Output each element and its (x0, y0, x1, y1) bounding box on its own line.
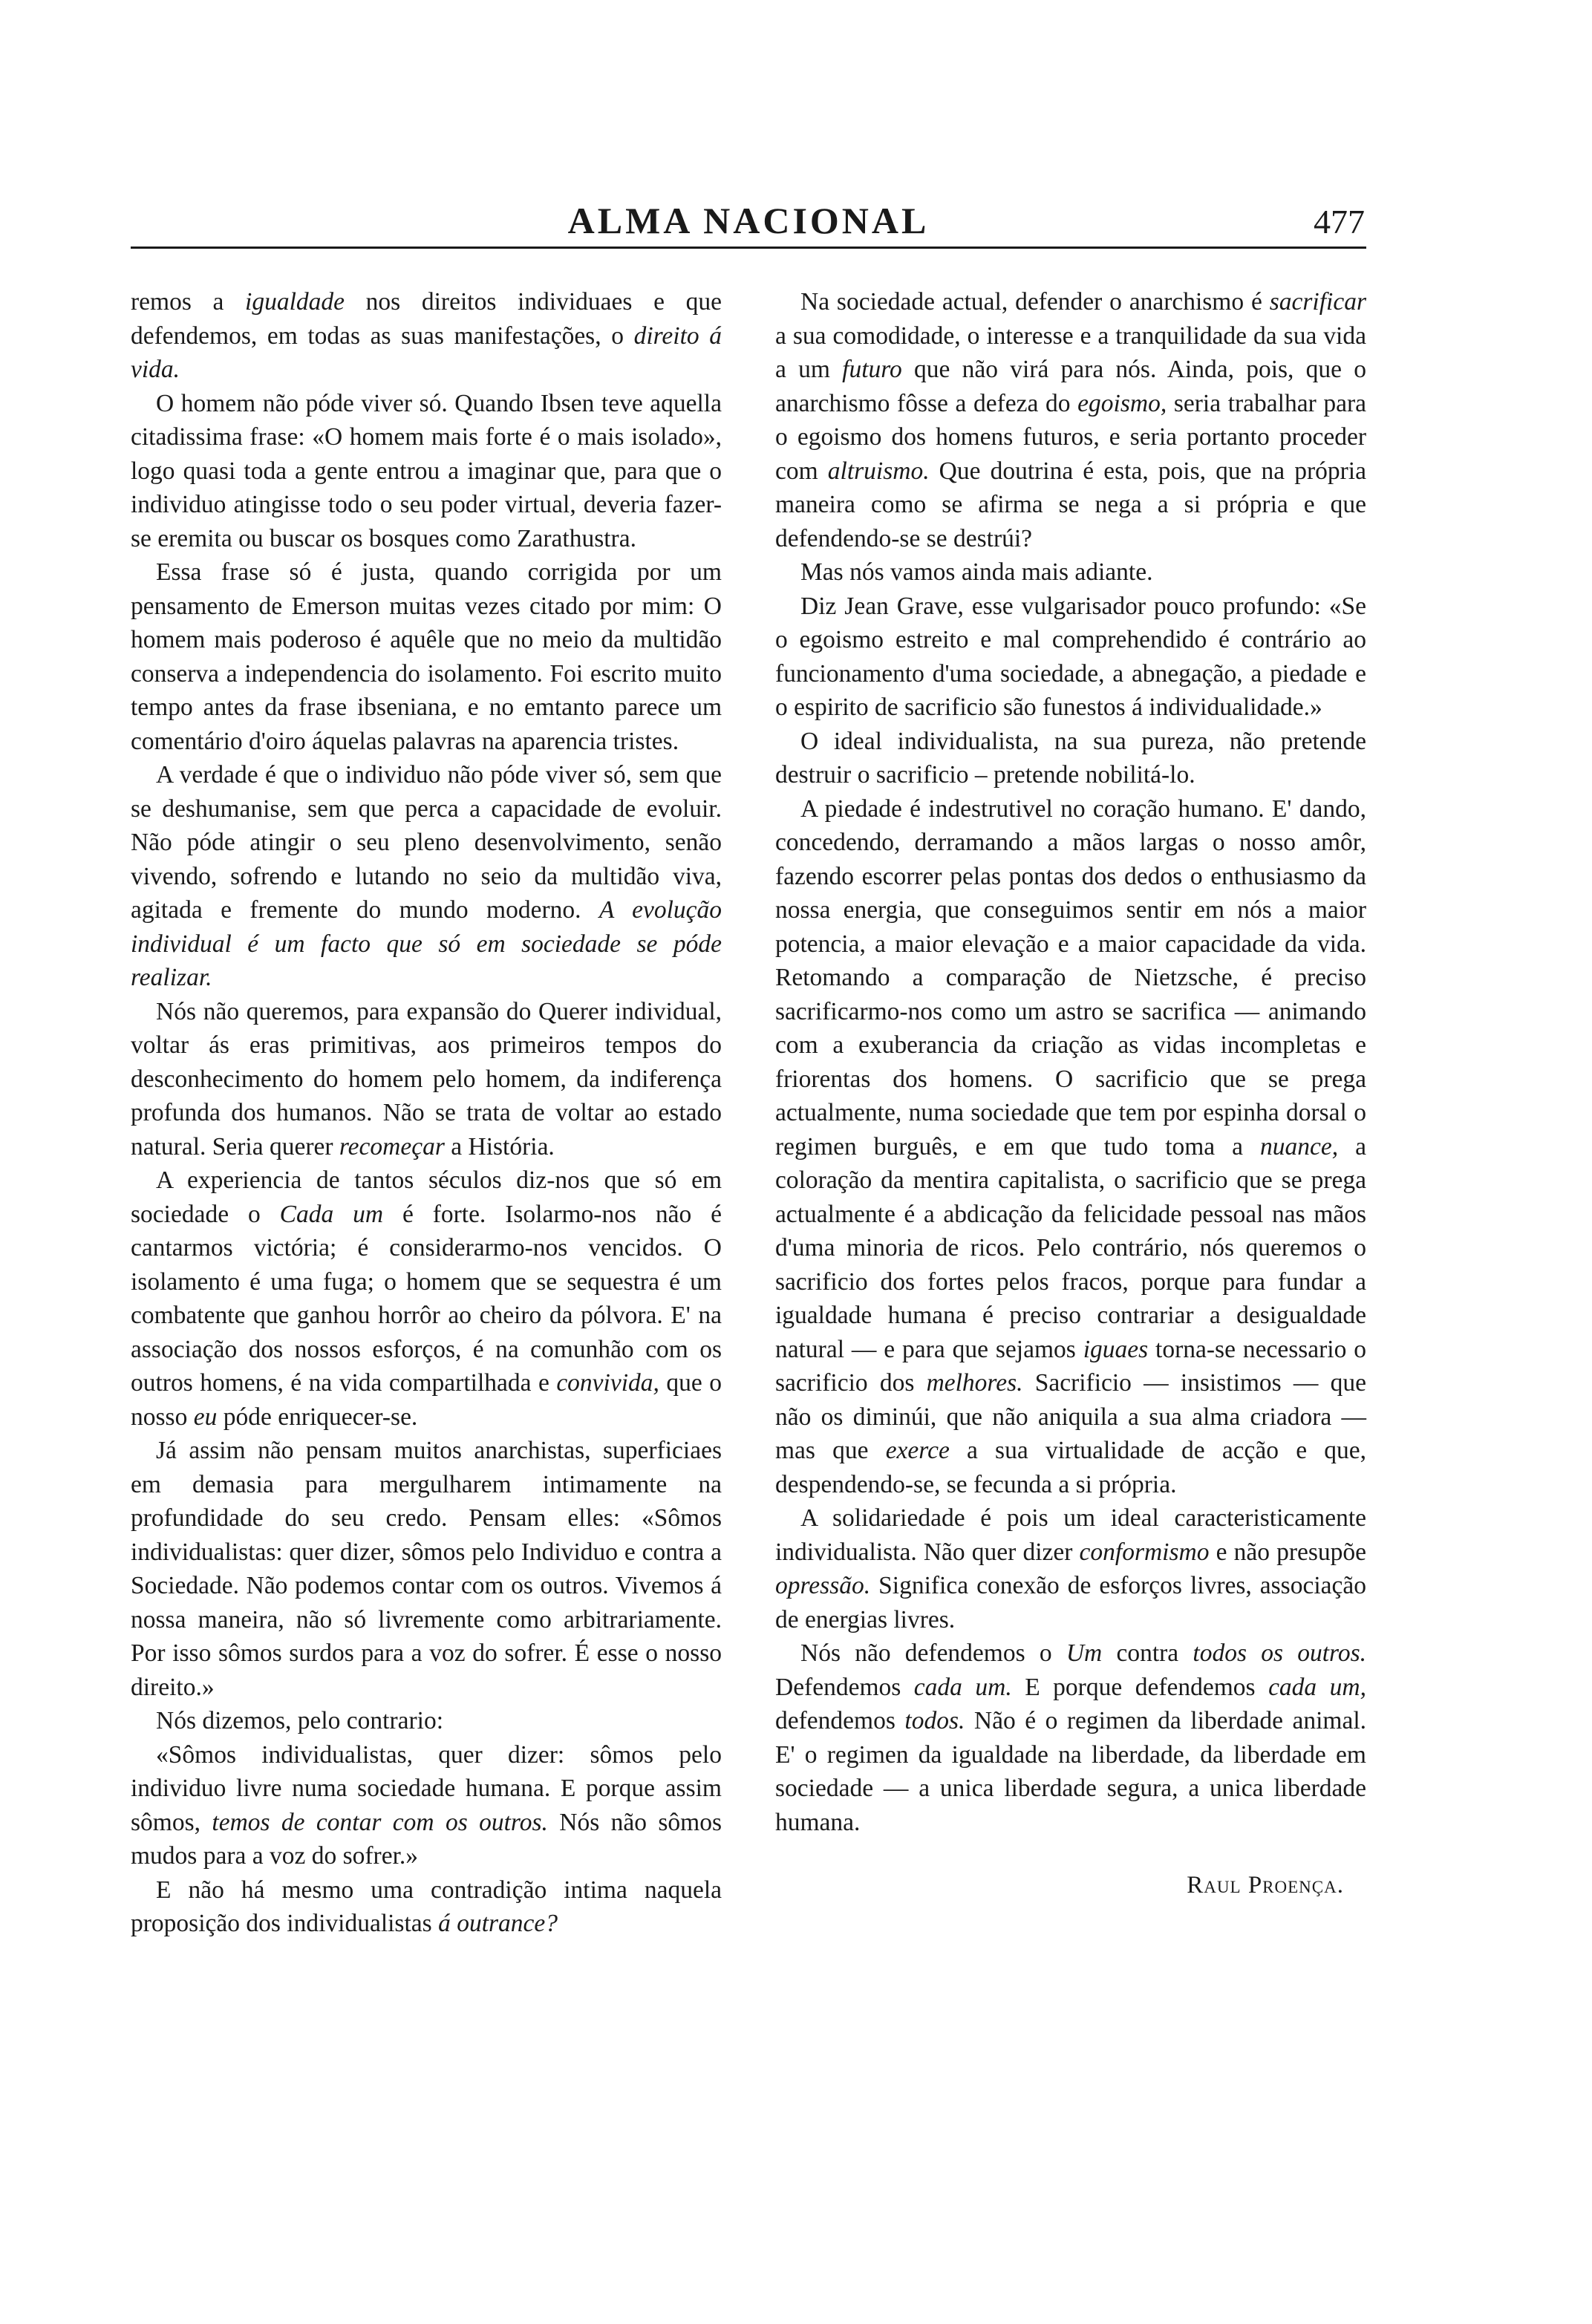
paragraph: E não há mesmo uma contradição intima naquela proposição dos individualistas á outrance? (131, 1876, 722, 1937)
paragraph: O ideal individualista, na sua pureza, não pretende destruir o sacrificio – pretende nobilitá-lo. (775, 727, 1366, 789)
paragraph: remos a igualdade nos direitos individuaes e que defendemos, em todas as suas manifestações, o direito á vida. (131, 288, 722, 383)
paragraph: Na sociedade actual, defender o anarchismo é sacrificar a sua comodidade, o interesse e a tranquilidade da sua vida a um futuro que não virá para nós. Ainda, pois, que o anarchismo fôsse a defeza do egoismo, seria trabalhar para o egoismo dos homens futuros, e seria portanto proceder com altruismo. Que doutrina é esta, pois, que na própria maneira como se afirma se nega a si própria e que defendendo-se se destrúi? (775, 288, 1367, 552)
paragraph: Nós não queremos, para expansão do Querer individual, voltar ás eras primitivas, aos primeiros tempos do desconhecimento do homem pelo homem, da indiferença profunda dos humanos. Não se trata de voltar ao estado natural. Seria querer recomeçar a História. (131, 997, 722, 1161)
journal-title: ALMA NACIONAL (567, 200, 930, 241)
author-signature: Raul Proença. (1187, 1872, 1344, 1899)
paragraph: A experiencia de tantos séculos diz-nos que só em sociedade o Cada um é forte. Isolarmo-nos não é cantarmos victória; é considerarmo-nos vencidos. O isolamento é uma fuga; o homem que se sequestra é um combatente que ganhou horrôr ao cheiro da pólvora. E' na associação dos nossos esforços, é na comunhão com os outros homens, é na vida compartilhada e convivida, que o nosso eu póde enriquecer-se. (131, 1166, 722, 1431)
paragraph: Mas nós vamos ainda mais adiante. (800, 558, 1153, 586)
paragraph: Já assim não pensam muitos anarchistas, superficiaes em demasia para mergulharem intimamente na profundidade do seu credo. Pensam elles: «Sômos individualistas: quer dizer, sômos pelo Individuo e contra a Sociedade. Não podemos contar com os outros. Vivemos á nossa maneira, não só livremente como arbitrariamente. Por isso sômos surdos para a voz do sofrer. É esse o nosso direito.» (131, 1437, 722, 1701)
left-column (131, 285, 722, 1941)
header-rule (131, 247, 1366, 249)
paragraph: Essa frase só é justa, quando corrigida por um pensamento de Emerson muitas vezes citado por mim: O homem mais poderoso é aquêle que no meio da multidão conserva a independencia do isolamento. Foi escrito muito tempo antes da frase ibseniana, e no emtanto parece um comentário d'oiro áquelas palavras na aparencia tristes. (131, 558, 722, 755)
paragraph: A solidariedade é pois um ideal caracteristicamente individualista. Não quer dizer conformismo e não presupõe opressão. Significa conexão de esforços livres, associação de energias livres. (775, 1504, 1366, 1633)
paragraph: «Sômos individualistas, quer dizer: sômos pelo individuo livre numa sociedade humana. E porque assim sômos, temos de contar com os outros. Nós não sômos mudos para a voz do sofrer.» (131, 1740, 722, 1870)
paragraph: A verdade é que o individuo não póde viver só, sem que se deshumanise, sem que perca a capacidade de evoluir. Não póde atingir o seu pleno desenvolvimento, senão vivendo, sofrendo e lutando no seio da multidão viva, agitada e fremente do mundo moderno. A evolução individual é um facto que só em sociedade se póde realizar. (131, 761, 722, 991)
paragraph: A piedade é indestrutivel no coração humano. E' dando, concedendo, derramando a mãos largas o nosso amôr, fazendo escorrer pelas pontas dos dedos o enthusiasmo da nossa energia, que conseguimos sentir em nós a maior potencia, a maior elevação e a maior capacidade da vida. Retomando a comparação de Nietzsche, é preciso sacrificarmo-nos como um astro se sacrifica — animando com a exuberancia da criação as vidas incompletas e friorentas dos homens. O sacrificio que se prega actualmente, numa sociedade que tem por espinha dorsal o regimen burguês, e em que tudo toma a nuance, a coloração da mentira capitalista, o sacrificio que se prega actualmente é a abdicação da felicidade pessoal nas mãos d'uma minoria de ricos. Pelo contrário, nós queremos o sacrificio dos fortes pelos fracos, porque para fundar a igualdade humana é preciso contrariar a desigualdade natural — e para que sejamos iguaes torna-se necessario o sacrificio dos melhores. Sacrificio — insistimos — que não os diminúi, que não aniquila a sua alma criadora — mas que exerce a sua virtualidade de acção e que, despendendo-se, se fecunda a si própria. (775, 794, 1366, 1498)
paragraph: Nós dizemos, pelo contrario: (156, 1707, 444, 1734)
page-number: 477 (1314, 203, 1365, 241)
paragraph: Nós não defendemos o Um contra todos os outros. Defendemos cada um. E porque defendemos cada um, defendemos todos. Não é o regimen da liberdade animal. E' o regimen da igualdade na liberdade, da liberdade em sociedade — a unica liberdade segura, a unica liberdade humana. (775, 1639, 1366, 1836)
paragraph: Diz Jean Grave, esse vulgarisador pouco profundo: «Se o egoismo estreito e mal comprehendido é contrário ao funcionamento d'uma sociedade, a abnegação, a piedade e o espirito de sacrificio são funestos á individualidade.» (775, 592, 1366, 721)
paragraph: O homem não póde viver só. Quando Ibsen teve aquella citadissima frase: «O homem mais forte é o mais isolado», logo quasi toda a gente entrou a imaginar que, para que o individuo atingisse todo o seu poder virtual, deveria fazer-se eremita ou buscar os bosques como Zarathustra. (131, 389, 722, 552)
right-column (775, 285, 1366, 1903)
running-header (131, 195, 1366, 247)
